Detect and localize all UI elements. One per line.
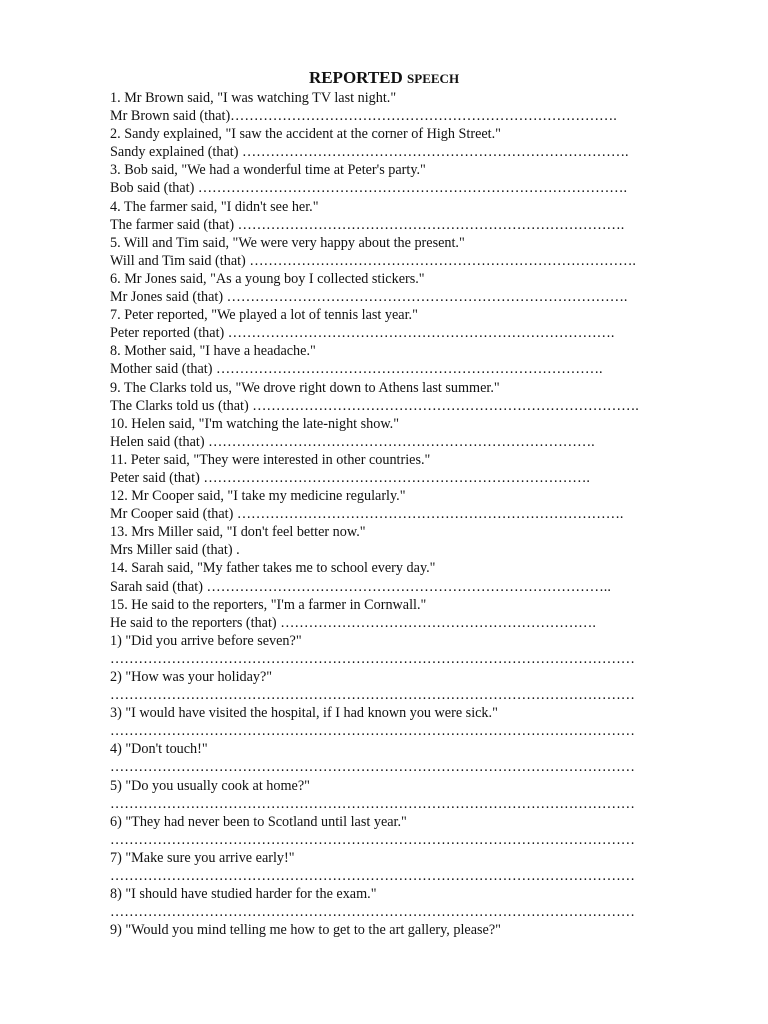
exercise-line: Will and Tim said (that) ………………………………………………………………………. <box>110 252 636 269</box>
exercise-line: ………………………………………………………………………………………………… <box>110 831 635 848</box>
exercise-line: ………………………………………………………………………………………………… <box>110 650 635 667</box>
exercise-line: 8) "I should have studied harder for the exam." <box>110 886 377 903</box>
exercise-line: 11. Peter said, "They were interested in other countries." <box>110 451 431 468</box>
exercise-line: Mr Brown said (that)………………………………………………………………………. <box>110 108 617 125</box>
exercise-line: 10. Helen said, "I'm watching the late-night show." <box>110 415 400 432</box>
exercise-line: Sandy explained (that) ………………………………………………………………………. <box>110 144 629 161</box>
exercise-line: 7. Peter reported, "We played a lot of tennis last year." <box>110 307 418 324</box>
exercise-line: Mother said (that) ………………………………………………………………………. <box>110 361 603 378</box>
exercise-lines <box>110 89 750 939</box>
exercise-line: ………………………………………………………………………………………………… <box>110 868 635 885</box>
exercise-line: 6) "They had never been to Scotland until last year." <box>110 813 407 830</box>
exercise-line: 12. Mr Cooper said, "I take my medicine regularly." <box>110 488 406 505</box>
exercise-line: 8. Mother said, "I have a headache." <box>110 343 316 360</box>
exercise-line: 5) "Do you usually cook at home?" <box>110 777 310 794</box>
exercise-line: 14. Sarah said, "My father takes me to school every day." <box>110 560 436 577</box>
title-main: REPORTED <box>308 68 403 87</box>
exercise-line: 7) "Make sure you arrive early!" <box>110 849 295 866</box>
exercise-line: 3) "I would have visited the hospital, if I had known you were sick." <box>110 705 498 722</box>
exercise-line: Mr Jones said (that) …………………………………………………………………………. <box>110 289 628 306</box>
exercise-line: ………………………………………………………………………………………………… <box>110 759 635 776</box>
exercise-line: 15. He said to the reporters, "I'm a farmer in Cornwall." <box>110 596 427 613</box>
exercise-line: 5. Will and Tim said, "We were very happy about the present." <box>110 234 465 251</box>
exercise-line: 6. Mr Jones said, "As a young boy I collected stickers." <box>110 270 425 287</box>
exercise-line: 9) "Would you mind telling me how to get to the art gallery, please?" <box>110 922 501 939</box>
exercise-line: Mr Cooper said (that) ………………………………………………………………………. <box>110 506 624 523</box>
exercise-line: Peter reported (that) ………………………………………………………………………. <box>110 325 615 342</box>
exercise-line: 4. The farmer said, "I didn't see her." <box>110 198 319 215</box>
exercise-line: Sarah said (that) ………………………………………………………………………….. <box>110 578 611 595</box>
exercise-line: The farmer said (that) ………………………………………………………………………. <box>110 216 625 233</box>
exercise-line: 9. The Clarks told us, "We drove right down to Athens last summer." <box>110 379 500 396</box>
exercise-line: 13. Mrs Miller said, "I don't feel better now." <box>110 524 366 541</box>
exercise-line: 4) "Don't touch!" <box>110 741 208 758</box>
exercise-line: 2) "How was your holiday?" <box>110 669 273 685</box>
exercise-line: The Clarks told us (that) ………………………………………………………………………. <box>110 397 639 414</box>
exercise-line: ………………………………………………………………………………………………… <box>110 687 635 704</box>
exercise-line: 3. Bob said, "We had a wonderful time at Peter's party." <box>110 162 426 179</box>
exercise-line: ………………………………………………………………………………………………… <box>110 904 635 921</box>
title-sub: SPEECH <box>407 71 460 86</box>
exercise-line: He said to the reporters (that) …………………………………………………………. <box>110 614 596 631</box>
exercise-line: 1. Mr Brown said, "I was watching TV last night." <box>110 90 397 106</box>
exercise-line: Helen said (that) ………………………………………………………………………. <box>110 433 595 450</box>
page-title <box>0 67 768 90</box>
exercise-line: Peter said (that) ………………………………………………………………………. <box>110 469 590 486</box>
exercise-line: Bob said (that) ………………………………………………………………………………. <box>110 180 628 197</box>
exercise-line: ………………………………………………………………………………………………… <box>110 723 635 740</box>
exercise-line: ………………………………………………………………………………………………… <box>110 795 635 812</box>
exercise-line: Mrs Miller said (that) . <box>110 542 240 559</box>
exercise-line: 2. Sandy explained, "I saw the accident at the corner of High Street." <box>110 126 501 143</box>
exercise-line: 1) "Did you arrive before seven?" <box>110 632 302 649</box>
